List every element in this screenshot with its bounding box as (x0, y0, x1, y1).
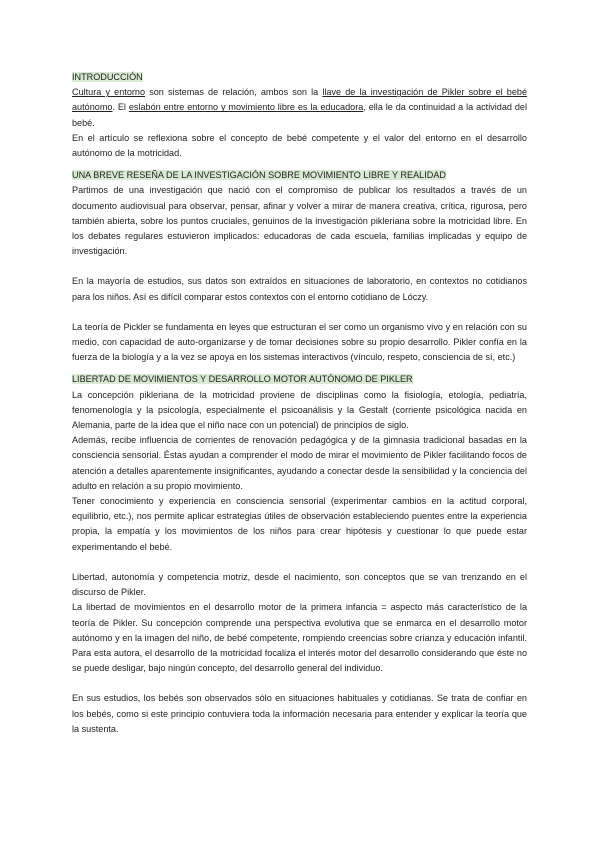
document-page (72, 70, 527, 737)
section3-paragraph-6: En sus estudios, los bebés son observados sólo en situaciones habituales y cotidianas. Se trata de confiar en los bebés, como si este principio contuviera toda la información necesaria para entender y explicar la teoría que la sustenta. (72, 693, 527, 734)
section2-paragraph-3: La teoría de Pickler se fundamenta en leyes que estructuran el ser como un organismo vivo y en relación con su medio, con capacidad de auto-organizarse y de tomar decisiones sobre su propio desarrollo. Pikler confía en la fuerza de la biología y a la vez se apoya en los sistemas interactivos (vínculo, respeto, consciencia de sí, etc.) (72, 321, 527, 363)
intro-underline-2: llave de la investigación de Pikler sobre el bebé autónomo (72, 87, 527, 113)
section2-paragraph-1: Partimos de una investigación que nació con el compromiso de publicar los resultados a través de un documento audiovisual para observar, pensar, afinar y volver a mirar de manera creativa, crítica, rigurosa, pero también abierta, sobre los puntos cruciales, genuinos de la investigación pikleriana sobre la motricidad libre. En los debates regulares estuvieron implicados: educadoras de cada escuela, familias implicadas y equipo de investigación. (72, 185, 527, 257)
intro-underline-1: Cultura y entorno (72, 87, 146, 98)
section2-paragraph-2: En la mayoría de estudios, sus datos son extraídos en situaciones de laboratorio, en contextos no cotidianos para los niños. Así es difícil comparar estos contextos con el entorno cotidiano de Lóczy. (72, 276, 527, 302)
intro-text-2: . El (112, 102, 129, 113)
section2-heading-text: UNA BREVE RESEÑA DE LA INVESTIGACIÓN SOBRE MOVIMIENTO LIBRE Y REALIDAD (72, 170, 446, 181)
section3-paragraph-3: Tener conocimiento y experiencia en consciencia sensorial (experimentar cambios en la actitud corporal, equilibrio, etc.), nos permite aplicar estrategias útiles de observación estableciendo puentes entre la experiencia propia, la empatía y los movimientos de los niños para crear hipótesis y cuestionar lo que puede estar experimentando el bebé. (72, 496, 527, 552)
intro-underline-3: eslabón entre entorno y movimiento libre es la educadora (128, 102, 364, 113)
intro-text-1: son sistemas de relación, ambos son la (145, 87, 323, 98)
intro-paragraph-1 (72, 85, 527, 131)
intro-heading-text: INTRODUCCIÓN (72, 72, 143, 82)
section3-paragraph-5: La libertad de movimientos en el desarrollo motor de la primera infancia = aspecto más característico de la teoría de Pikler. Su concepción comprende una perspectiva evolutiva que se enmarca en el desarrollo motor autónomo y en la imagen del niño, de bebé competente, rompiendo creencias sobre crianza y educación infantil. Para esta autora, el desarrollo de la motricidad focaliza el interés motor del desarrollo considerando que éste no se puede desligar, bajo ningún concepto, del desarrollo general del individuo. (72, 602, 527, 674)
section2-heading (72, 168, 527, 183)
section3-paragraph-1: La concepción piklerianа de la motricidad proviene de disciplinas como la fisiología, etología, pediatría, fenomenología y la psicología, especialmente el psicoanálisis y la Gestalt (corriente psicológica nacida en Alemania, parte de la idea que el niño nace con un potencial) de principios de siglo. (72, 389, 527, 431)
section3-paragraph-2: Además, recibe influencia de corrientes de renovación pedagógica y de la gimnasia tradicional basadas en la consciencia sensorial. Éstas ayudan a comprender el modo de mirar el movimiento de Pikler facilitando focos de atención a detalles aparentemente insignificantes, ayudando a conectar desde la sensibilidad y la conciencia del adulto en relación a su propio movimiento. (72, 435, 527, 491)
section3-heading-text: LIBERTAD DE MOVIMIENTOS Y DESARROLLO MOTOR AUTÓNOMO DE PIKLER (72, 374, 413, 385)
intro-heading (72, 70, 527, 85)
intro-text-3: , ella le da continuidad a la actividad del bebé. (72, 102, 527, 128)
section3-paragraph-4: Libertad, autonomía y competencia motriz, desde el nacimiento, son conceptos que se van trenzando en el discurso de Pikler. (72, 571, 527, 598)
intro-paragraph-2: En el artículo se reflexiona sobre el concepto de bebé competente y el valor del entorno en el desarrollo autónomo de la motricidad. (72, 132, 527, 159)
section3-heading (72, 372, 527, 387)
